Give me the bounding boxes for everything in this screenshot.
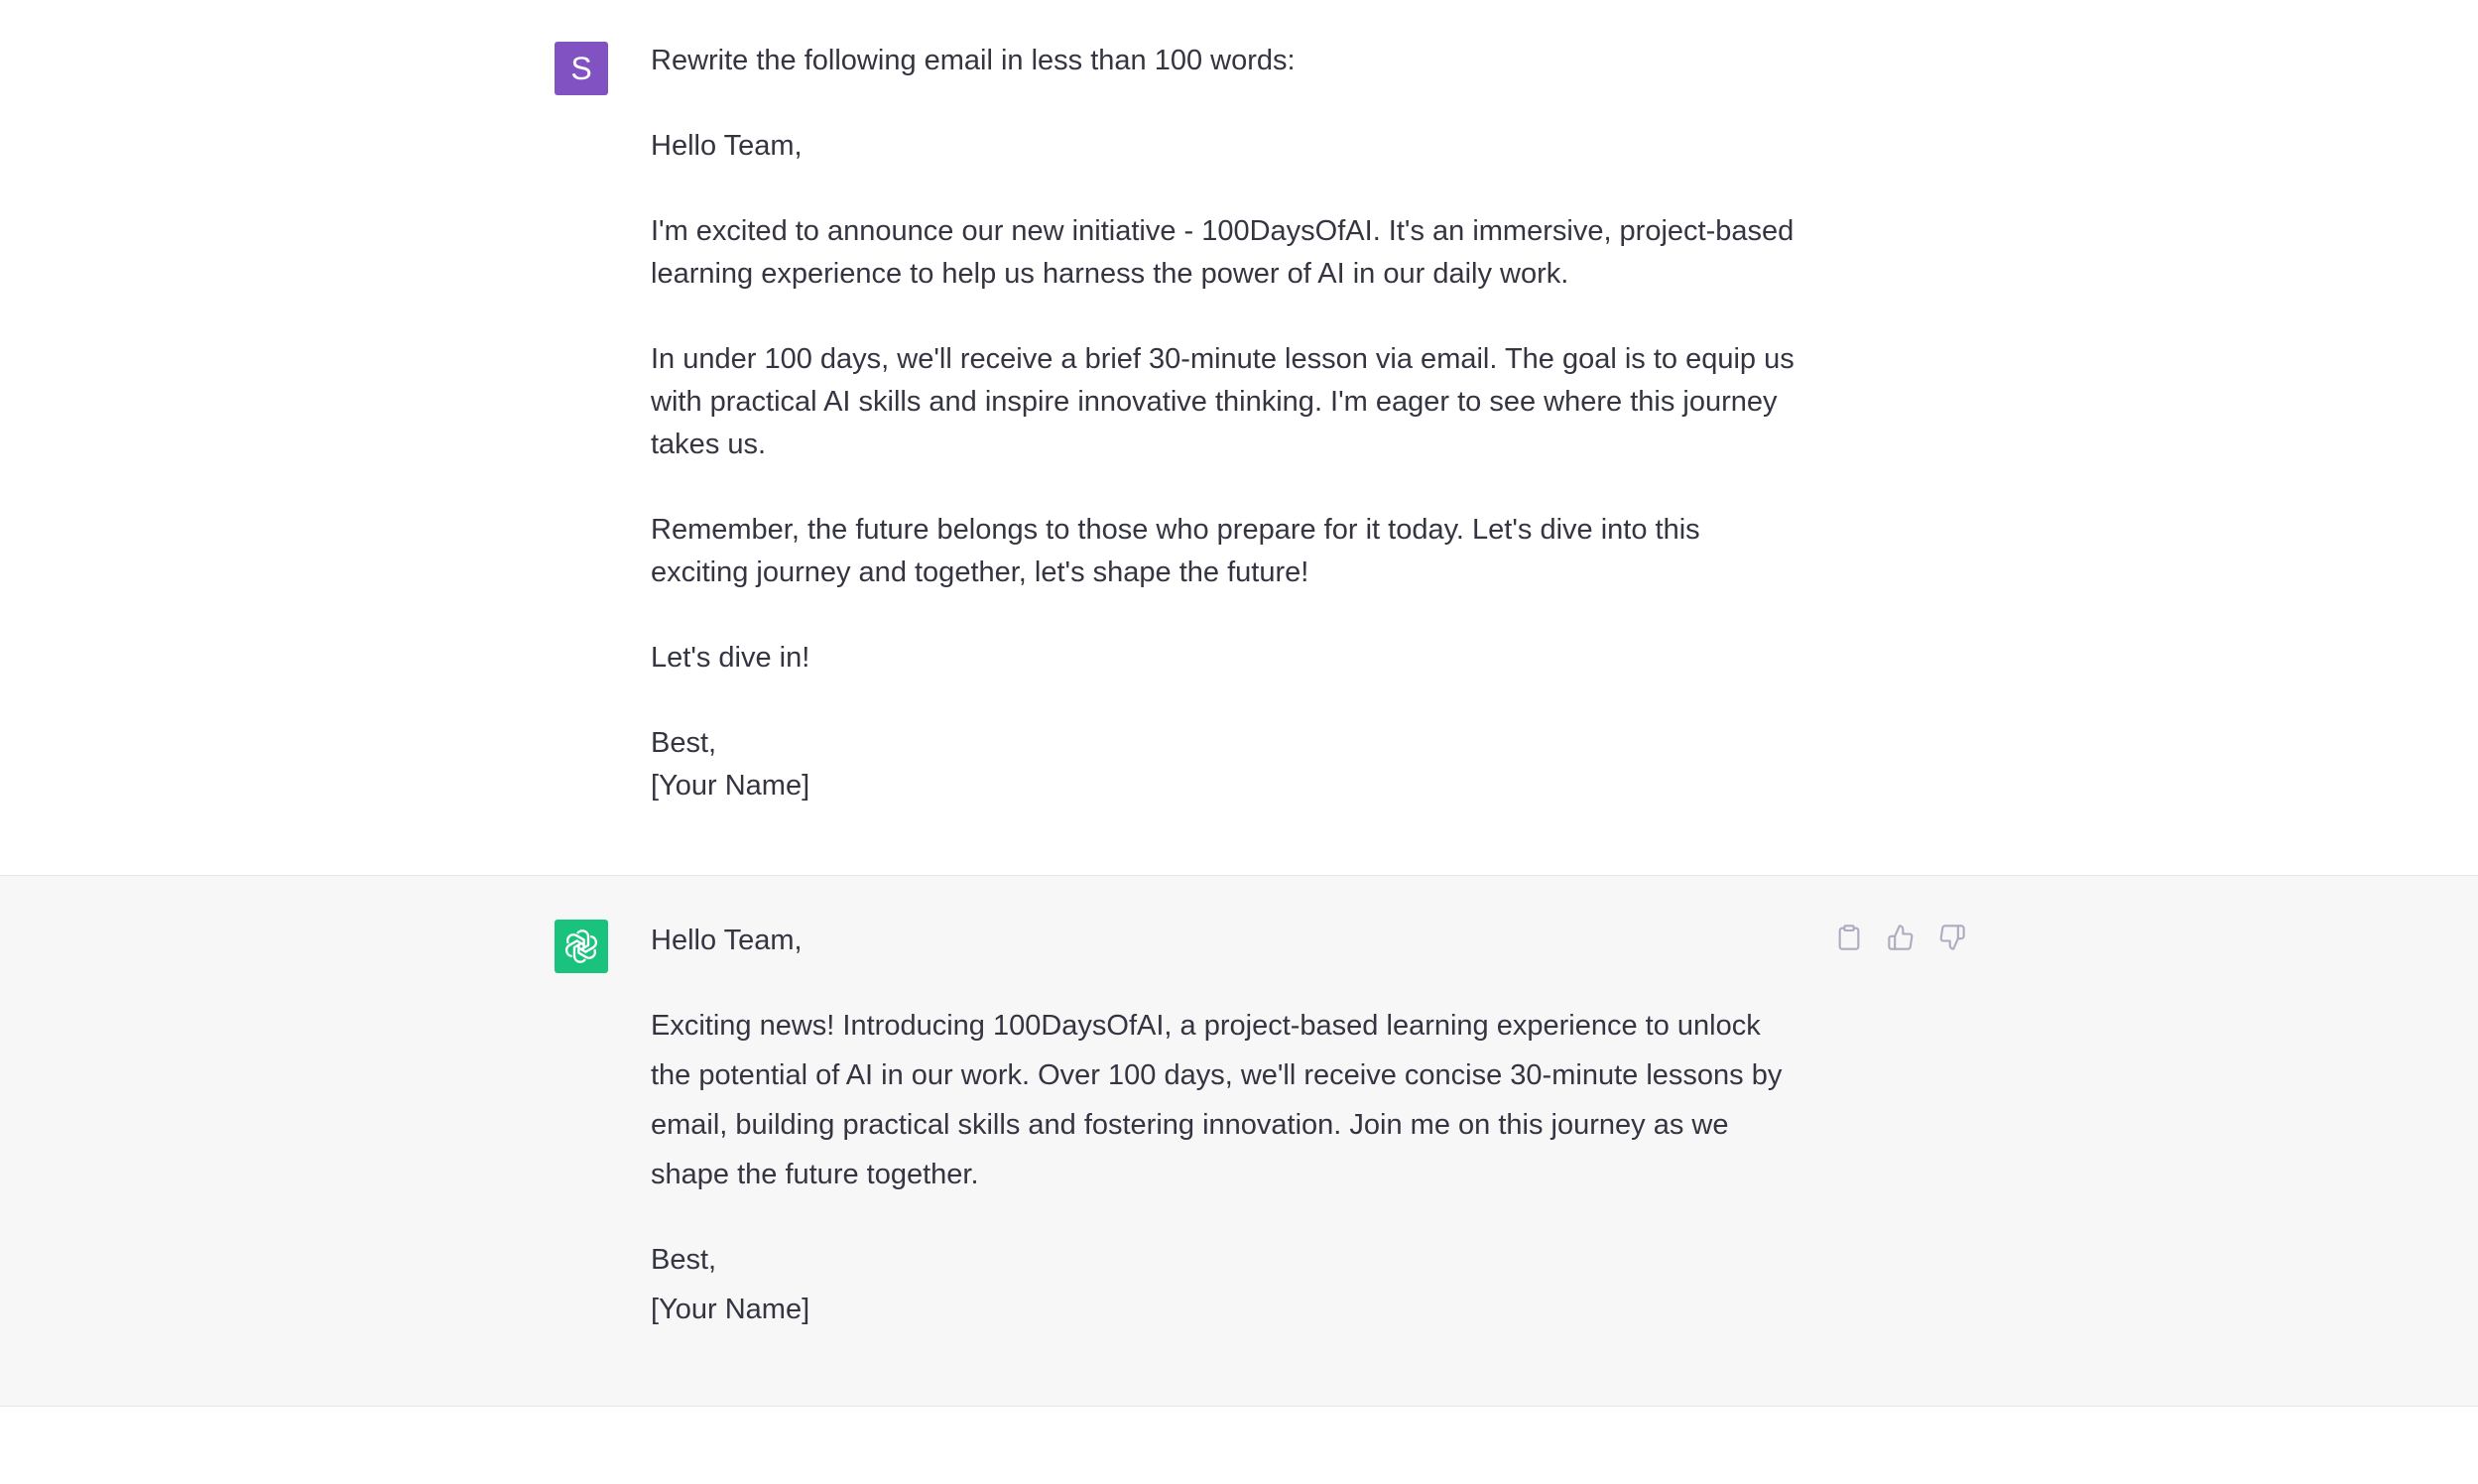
copy-button[interactable] bbox=[1831, 920, 1867, 955]
signature: [Your Name] bbox=[651, 1294, 810, 1325]
user-avatar bbox=[555, 42, 608, 95]
thumbs-up-icon bbox=[1887, 924, 1915, 951]
copy-icon bbox=[1835, 924, 1863, 951]
message-paragraph: Rewrite the following email in less than 100 words: bbox=[651, 45, 1296, 76]
message-paragraph: Hello Team, bbox=[651, 925, 803, 956]
openai-logo-icon bbox=[561, 927, 601, 966]
thumbs-down-button[interactable] bbox=[1934, 920, 1970, 955]
assistant-avatar bbox=[555, 920, 608, 973]
message-signature-block bbox=[651, 1235, 1801, 1334]
assistant-message-text bbox=[651, 916, 1801, 1370]
message-signature-block bbox=[651, 722, 1801, 807]
message-paragraph: I'm excited to announce our new initiative - 100DaysOfAI. It's an immersive, project-based learning experience to help us harness the power of AI in our daily work. bbox=[651, 215, 1795, 290]
user-message-text bbox=[651, 40, 1801, 850]
message-paragraph: Exciting news! Introducing 100DaysOfAI, a project-based learning experience to unlock the potential of AI in our work. Over 100 days, we'll receive concise 30-minute lessons by email, building practical skills and fostering innovation. Join me on this journey as we shape the future together. bbox=[651, 1010, 1783, 1190]
signoff: Best, bbox=[651, 1244, 717, 1276]
signoff: Best, bbox=[651, 727, 717, 759]
assistant-message-row bbox=[0, 876, 2478, 1407]
thumbs-up-button[interactable] bbox=[1883, 920, 1919, 955]
message-paragraph: Remember, the future belongs to those who prepare for it today. Let's dive into this exciting journey and together, let's shape the future! bbox=[651, 514, 1700, 588]
message-paragraph: Hello Team, bbox=[651, 130, 803, 162]
message-paragraph: In under 100 days, we'll receive a brief 30-minute lesson via email. The goal is to equip us with practical AI skills and inspire innovative thinking. I'm eager to see where this journey takes us. bbox=[651, 343, 1795, 460]
signature: [Your Name] bbox=[651, 770, 810, 802]
thumbs-down-icon bbox=[1938, 924, 1966, 951]
user-avatar-letter: S bbox=[570, 50, 592, 86]
message-actions bbox=[1831, 920, 1970, 955]
message-paragraph: Let's dive in! bbox=[651, 642, 810, 674]
